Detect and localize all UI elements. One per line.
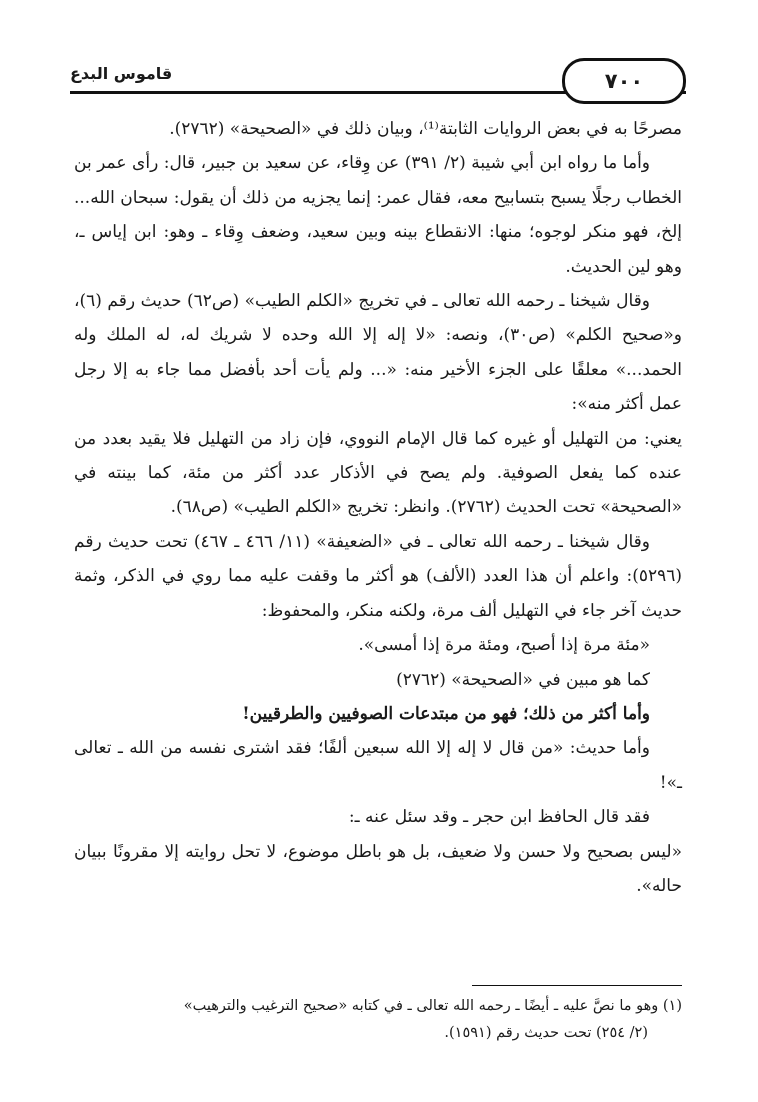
bold-statement: وأما أكثر من ذلك؛ فهو من مبتدعات الصوفيين والطرقيين! [242,703,650,724]
page-number: ٧٠٠ [562,58,686,104]
paragraph: فقد قال الحافظ ابن حجر ـ وقد سئل عنه ـ: [348,807,650,828]
paragraph: مصرحًا به في بعض الروايات الثابتة⁽¹⁾، وبيان ذلك في «الصحيحة» (٢٧٦٢). [169,119,682,139]
footnote [74,993,682,1047]
paragraph: كما هو مبين في «الصحيحة» (٢٧٦٢) [396,669,650,690]
paragraph: يعني: من التهليل أو غيره كما قال الإمام النووي، فإن زاد من التهليل فلا يقيد بعدد من عنده كما يفعل الصوفية. ولم يصح في الأذكار عدد أكثر من مئة، كما بينته في «الصحيحة» تحت الحديث (٢٧٦٢). وانظر: تخريج «الكلم الطيب» (ص٦٨). [74,428,682,518]
quoted-hadith: «مئة مرة إذا أصبح، ومئة مرة إذا أمسى». [358,635,650,656]
footnote-line: (٢/ ٢٥٤) تحت حديث رقم (١٥٩١). [444,1025,648,1041]
footnote-line: (١) وهو ما نصَّ عليه ـ أيضًا ـ رحمه الله تعالى ـ في كتابه «صحيح الترغيب والترهيب» [183,998,682,1014]
main-text [74,112,682,903]
paragraph: وقال شيخنا ـ رحمه الله تعالى ـ في تخريج «الكلم الطيب» (ص٦٢) حديث رقم (٦)، و«صحيح الكلم» (ص٣٠)، ونصه: «لا إله إلا الله وحده لا شريك له، له الملك وله الحمد...» معلقًا على الجزء الأخير منه: «... ولم يأت أحد بأفضل مما جاء به إلا رجل عمل أكثر منه»: [74,291,682,415]
footnote-separator [472,985,682,986]
paragraph: وأما ما رواه ابن أبي شيبة (٢/ ٣٩١) عن وِقاء، عن سعيد بن جبير، قال: رأى عمر بن الخطاب رجلًا يسبح بتسابيح معه، فقال عمر: إنما يجزيه من ذلك أن يقول: سبحان الله... إلخ، فهو منكر لوجوه؛ منها: الانقطاع بينه وبين سعيد، وضعف وِقاء ـ وهو: ابن إياس ـ، وهو لين الحديث. [74,153,682,277]
paragraph: وقال شيخنا ـ رحمه الله تعالى ـ في «الضعيفة» (١١/ ٤٦٦ ـ ٤٦٧) تحت حديث رقم (٥٢٩٦): واعلم أن هذا العدد (الألف) هو أكثر ما وقفت عليه مما روي في الذكر، وثمة حديث آخر جاء في التهليل ألف مرة، ولكنه منكر، والمحفوظ: [74,531,682,621]
book-title: قاموس البدع [70,64,173,83]
paragraph: وأما حديث: «من قال لا إله إلا الله سبعين ألفًا؛ فقد اشترى نفسه من الله ـ تعالى ـ»! [74,738,682,793]
page-header [70,58,686,104]
quoted-ruling: «ليس بصحيح ولا حسن ولا ضعيف، بل هو باطل موضوع، لا تحل روايته إلا مقرونًا ببيان حاله». [74,841,682,896]
